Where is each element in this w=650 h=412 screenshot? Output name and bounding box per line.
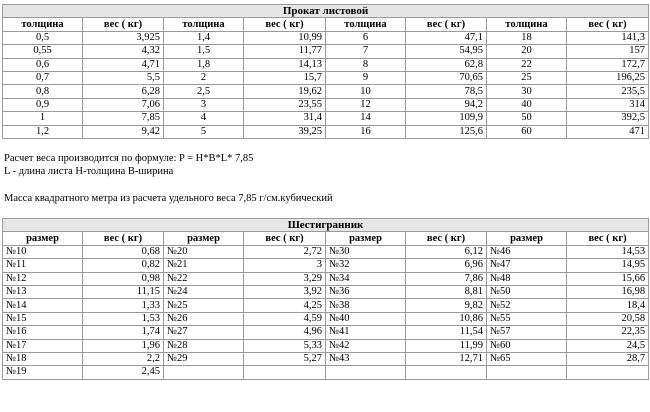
- table-cell: 109,9: [406, 112, 487, 125]
- table-cell: №20: [164, 245, 244, 258]
- table-cell: 4,59: [244, 312, 326, 325]
- table-cell: 4,25: [244, 299, 326, 312]
- column-header: размер: [164, 232, 244, 245]
- table-cell: №48: [487, 272, 567, 285]
- table-cell: 31,4: [244, 112, 326, 125]
- table-cell: 5: [164, 125, 244, 138]
- table-cell: 3,925: [83, 31, 164, 44]
- table-cell: №26: [164, 312, 244, 325]
- column-header: вес ( кг): [567, 232, 649, 245]
- table-row: [3, 58, 649, 71]
- table-cell: №60: [487, 339, 567, 352]
- table-row: [3, 85, 649, 98]
- table-cell: 9,82: [406, 299, 487, 312]
- table-cell: №34: [326, 272, 406, 285]
- table-row: [3, 326, 649, 339]
- table-cell: 1,33: [83, 299, 164, 312]
- table-cell: 20: [487, 45, 567, 58]
- table-cell: 60: [487, 125, 567, 138]
- table-cell: 24,5: [567, 339, 649, 352]
- table-cell: 5,27: [244, 352, 326, 365]
- table-cell: №28: [164, 339, 244, 352]
- table-cell: 28,7: [567, 352, 649, 365]
- table-row: [3, 285, 649, 298]
- hexagon-table: [2, 218, 649, 380]
- mass-note: Масса квадратного метра из расчета удельного веса 7,85 г/см.кубический: [4, 193, 333, 204]
- table-cell: 0,68: [83, 245, 164, 258]
- table-cell: №16: [3, 326, 83, 339]
- legend-note: L - длина листа H-толщина B-ширина: [4, 166, 174, 177]
- table-cell: №32: [326, 259, 406, 272]
- column-header: размер: [487, 232, 567, 245]
- table-row: [3, 352, 649, 365]
- table-cell: №29: [164, 352, 244, 365]
- table-cell: 0,5: [3, 31, 83, 44]
- table-cell: 1: [3, 112, 83, 125]
- table-cell: 6,96: [406, 259, 487, 272]
- table-cell: 25: [487, 71, 567, 84]
- table-cell: 12,71: [406, 352, 487, 365]
- table-cell: 62,8: [406, 58, 487, 71]
- table-cell: 78,5: [406, 85, 487, 98]
- table-cell: 7,86: [406, 272, 487, 285]
- table-cell: №27: [164, 326, 244, 339]
- table-cell: 3,92: [244, 285, 326, 298]
- table-cell: 471: [567, 125, 649, 138]
- table-cell: 5,33: [244, 339, 326, 352]
- table-cell: №14: [3, 299, 83, 312]
- table-row: [3, 272, 649, 285]
- table-cell: №52: [487, 299, 567, 312]
- column-header: вес ( кг): [83, 18, 164, 31]
- table-cell: 7,06: [83, 98, 164, 111]
- table-cell: №41: [326, 326, 406, 339]
- table-row: [3, 339, 649, 352]
- table-cell: 0,7: [3, 71, 83, 84]
- table-cell: 70,65: [406, 71, 487, 84]
- table-cell: №50: [487, 285, 567, 298]
- table-cell: 0,6: [3, 58, 83, 71]
- column-header: вес ( кг): [244, 18, 326, 31]
- table-row: [3, 112, 649, 125]
- table-cell: 11,99: [406, 339, 487, 352]
- table-row: [3, 98, 649, 111]
- table-cell: 10,99: [244, 31, 326, 44]
- table-cell: 6,12: [406, 245, 487, 258]
- table-cell: 125,6: [406, 125, 487, 138]
- table-row: [3, 31, 649, 44]
- table-cell: 11,15: [83, 285, 164, 298]
- table-cell: 8,81: [406, 285, 487, 298]
- table-cell: №24: [164, 285, 244, 298]
- table-cell: 1,2: [3, 125, 83, 138]
- table-cell: 19,62: [244, 85, 326, 98]
- table-cell: 0,98: [83, 272, 164, 285]
- table-cell: 11,54: [406, 326, 487, 339]
- column-header: толщина: [326, 18, 406, 31]
- table-cell: №10: [3, 245, 83, 258]
- table-cell: [567, 366, 649, 379]
- table-cell: 47,1: [406, 31, 487, 44]
- table-cell: 1,53: [83, 312, 164, 325]
- table-cell: №40: [326, 312, 406, 325]
- table-cell: 20,58: [567, 312, 649, 325]
- table-cell: 14: [326, 112, 406, 125]
- table-cell: 235,5: [567, 85, 649, 98]
- table-cell: №25: [164, 299, 244, 312]
- table-cell: №36: [326, 285, 406, 298]
- table-cell: 9,42: [83, 125, 164, 138]
- table-cell: 3,29: [244, 272, 326, 285]
- table-cell: 1,96: [83, 339, 164, 352]
- table-cell: 7,85: [83, 112, 164, 125]
- table-cell: 8: [326, 58, 406, 71]
- table-cell: 10: [326, 85, 406, 98]
- column-header: толщина: [487, 18, 567, 31]
- table-cell: №57: [487, 326, 567, 339]
- table-cell: 2: [164, 71, 244, 84]
- column-header: вес ( кг): [244, 232, 326, 245]
- table-cell: 0,55: [3, 45, 83, 58]
- table-cell: №65: [487, 352, 567, 365]
- table-cell: 2,5: [164, 85, 244, 98]
- table-cell: №18: [3, 352, 83, 365]
- table-cell: №17: [3, 339, 83, 352]
- table-cell: №21: [164, 259, 244, 272]
- table-cell: 314: [567, 98, 649, 111]
- table-cell: №46: [487, 245, 567, 258]
- table-cell: 7: [326, 45, 406, 58]
- table-cell: 1,5: [164, 45, 244, 58]
- column-header: размер: [3, 232, 83, 245]
- table-row: [3, 125, 649, 138]
- table-cell: 15,7: [244, 71, 326, 84]
- table-cell: 392,5: [567, 112, 649, 125]
- table-cell: №43: [326, 352, 406, 365]
- table-cell: [326, 366, 406, 379]
- table-cell: 196,25: [567, 71, 649, 84]
- table-cell: 157: [567, 45, 649, 58]
- table-cell: №13: [3, 285, 83, 298]
- table-cell: [244, 366, 326, 379]
- column-header: вес ( кг): [83, 232, 164, 245]
- table-cell: 40: [487, 98, 567, 111]
- table-row: [3, 299, 649, 312]
- table-cell: 172,7: [567, 58, 649, 71]
- table-cell: 54,95: [406, 45, 487, 58]
- sheet-metal-table: [2, 4, 649, 139]
- table-cell: 6,28: [83, 85, 164, 98]
- table-cell: 12: [326, 98, 406, 111]
- table-cell: 2,45: [83, 366, 164, 379]
- table-cell: №19: [3, 366, 83, 379]
- table-cell: 2,2: [83, 352, 164, 365]
- table-row: [3, 312, 649, 325]
- table-cell: 1,4: [164, 31, 244, 44]
- table-row: [3, 45, 649, 58]
- table-cell: 23,55: [244, 98, 326, 111]
- column-header: размер: [326, 232, 406, 245]
- table-cell: 11,77: [244, 45, 326, 58]
- table-cell: 50: [487, 112, 567, 125]
- table-cell: 15,66: [567, 272, 649, 285]
- table-cell: 39,25: [244, 125, 326, 138]
- table-cell: 16: [326, 125, 406, 138]
- table-cell: 4,32: [83, 45, 164, 58]
- table-cell: 18: [487, 31, 567, 44]
- table-cell: 4: [164, 112, 244, 125]
- table-cell: №30: [326, 245, 406, 258]
- table-cell: 4,96: [244, 326, 326, 339]
- table-row: [3, 259, 649, 272]
- table-cell: 30: [487, 85, 567, 98]
- table-cell: №11: [3, 259, 83, 272]
- table-cell: 3: [244, 259, 326, 272]
- table-cell: [164, 366, 244, 379]
- table-cell: 9: [326, 71, 406, 84]
- table-cell: №15: [3, 312, 83, 325]
- column-header: толщина: [164, 18, 244, 31]
- hexagon-table-title: Шестигранник: [3, 219, 649, 232]
- table-cell: 18,4: [567, 299, 649, 312]
- column-header: толщина: [3, 18, 83, 31]
- table-cell: 10,86: [406, 312, 487, 325]
- table-cell: 0,82: [83, 259, 164, 272]
- table-cell: 6: [326, 31, 406, 44]
- table-cell: 3: [164, 98, 244, 111]
- table-cell: 141,3: [567, 31, 649, 44]
- table-cell: №55: [487, 312, 567, 325]
- table-row: [3, 71, 649, 84]
- table-cell: 22: [487, 58, 567, 71]
- table-cell: 14,95: [567, 259, 649, 272]
- table-cell: 0,8: [3, 85, 83, 98]
- table-cell: №47: [487, 259, 567, 272]
- table-cell: №42: [326, 339, 406, 352]
- table-cell: 1,8: [164, 58, 244, 71]
- table-cell: 5,5: [83, 71, 164, 84]
- table-cell: 14,13: [244, 58, 326, 71]
- table-cell: 2,72: [244, 245, 326, 258]
- table-cell: №22: [164, 272, 244, 285]
- table-row: [3, 245, 649, 258]
- column-header: вес ( кг): [406, 18, 487, 31]
- column-header: вес ( кг): [567, 18, 649, 31]
- table-cell: №12: [3, 272, 83, 285]
- table-cell: 94,2: [406, 98, 487, 111]
- formula-note: Расчет веса производится по формуле: P = H*B*L* 7,85: [4, 153, 254, 164]
- table-cell: 16,98: [567, 285, 649, 298]
- table-row: [3, 366, 649, 379]
- table-cell: 1,74: [83, 326, 164, 339]
- table-cell: 22,35: [567, 326, 649, 339]
- sheet-table-title: Прокат листовой: [3, 5, 649, 18]
- table-cell: 4,71: [83, 58, 164, 71]
- table-cell: [487, 366, 567, 379]
- table-cell: №38: [326, 299, 406, 312]
- column-header: вес ( кг): [406, 232, 487, 245]
- table-cell: [406, 366, 487, 379]
- table-cell: 14,53: [567, 245, 649, 258]
- table-cell: 0,9: [3, 98, 83, 111]
